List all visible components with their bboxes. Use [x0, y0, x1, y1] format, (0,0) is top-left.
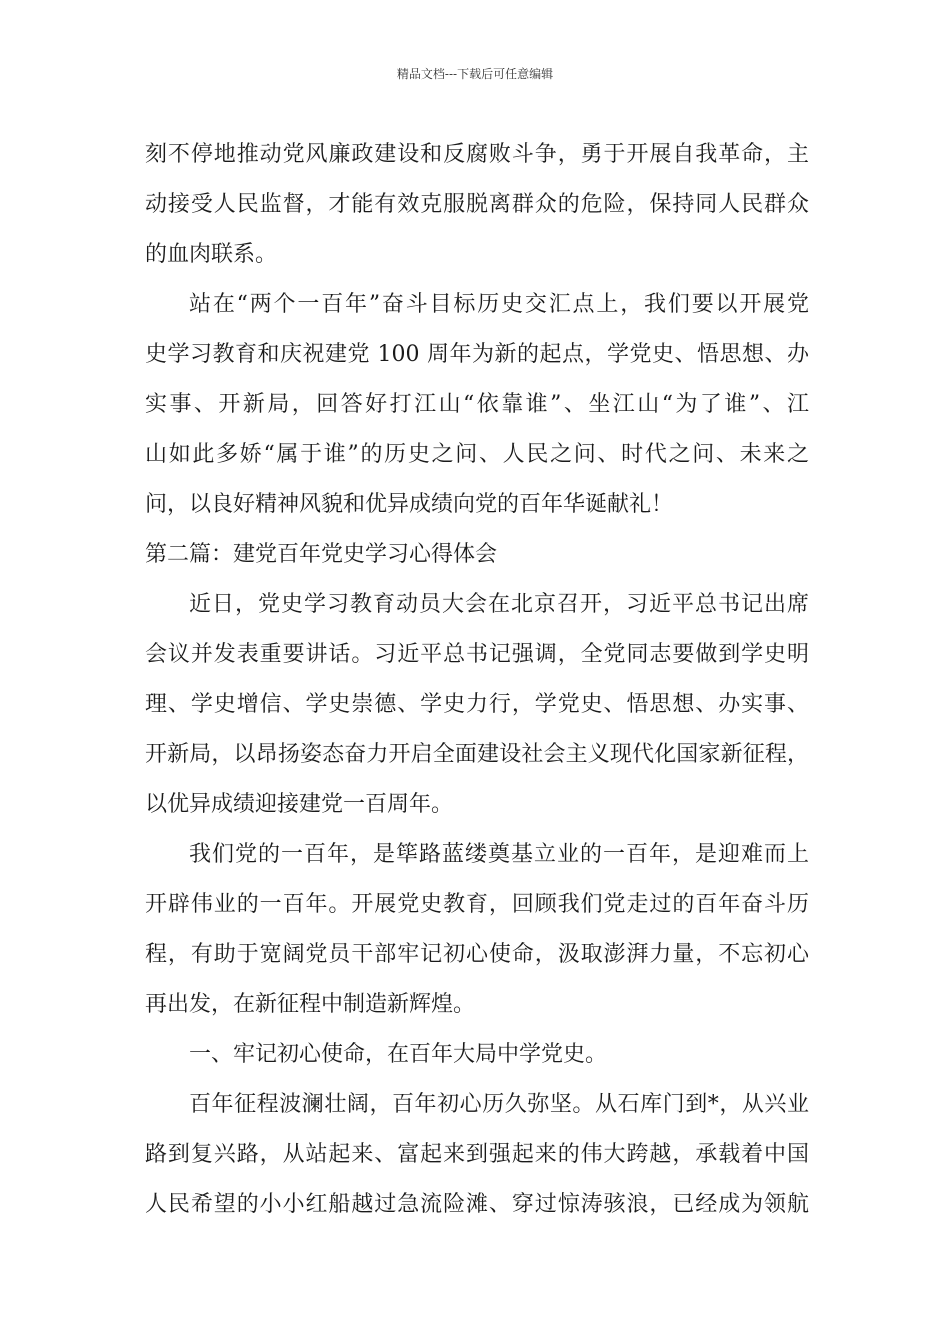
text-line: 一、牢记初心使命，在百年大局中学党史。: [189, 1042, 608, 1067]
text-line: 以优异成绩迎接建党一百周年。: [145, 792, 454, 817]
text-line: 路到复兴路，从站起来、富起来到强起来的伟大跨越，承载着中国: [145, 1142, 809, 1167]
text-line: 第二篇：建党百年党史学习心得体会: [145, 542, 498, 567]
text-line: 开新局，以昂扬姿态奋力开启全面建设社会主义现代化国家新征程，: [145, 742, 809, 767]
text-line: 再出发，在新征程中制造新辉煌。: [145, 992, 476, 1017]
text-line: 近日，党史学习教育动员大会在北京召开，习近平总书记出席: [189, 592, 809, 617]
text-line: 开辟伟业的一百年。开展党史教育，回顾我们党走过的百年奋斗历: [145, 892, 809, 917]
text-line: 站在“两个一百年”奋斗目标历史交汇点上，我们要以开展党: [189, 292, 809, 317]
page-header: 精品文档---下载后可任意编辑: [396, 67, 554, 81]
text-line: 程，有助于宽阔党员干部牢记初心使命，汲取澎湃力量，不忘初心: [145, 942, 809, 967]
text-line: 会议并发表重要讲话。习近平总书记强调，全党同志要做到学史明: [145, 642, 809, 667]
text-line: 动接受人民监督，才能有效克服脱离群众的危险，保持同人民群众: [145, 192, 809, 217]
text-line: 百年征程波澜壮阔，百年初心历久弥坚。从石库门到*，从兴业: [189, 1092, 809, 1117]
text-line: 的血肉联系。: [145, 242, 278, 267]
document-body: [145, 130, 809, 1230]
text-line: 我们党的一百年，是筚路蓝缕奠基立业的一百年，是迎难而上: [189, 842, 809, 867]
text-line: 人民希望的小小红船越过急流险滩、穿过惊涛骇浪，已经成为领航: [145, 1192, 809, 1217]
text-line: 问，以良好精神风貌和优异成绩向党的百年华诞献礼！: [145, 492, 674, 517]
text-line: 理、学史增信、学史崇德、学史力行，学党史、悟思想、办实事、: [145, 692, 809, 717]
text-line: 史学习教育和庆祝建党 100 周年为新的起点，学党史、悟思想、办: [145, 342, 809, 367]
text-line: 山如此多娇“属于谁”的历史之问、人民之问、时代之问、未来之: [145, 442, 809, 467]
text-line: 实事、开新局，回答好打江山“依靠谁”、坐江山“为了谁”、江: [145, 392, 809, 417]
text-line: 刻不停地推动党风廉政建设和反腐败斗争，勇于开展自我革命，主: [145, 142, 809, 167]
